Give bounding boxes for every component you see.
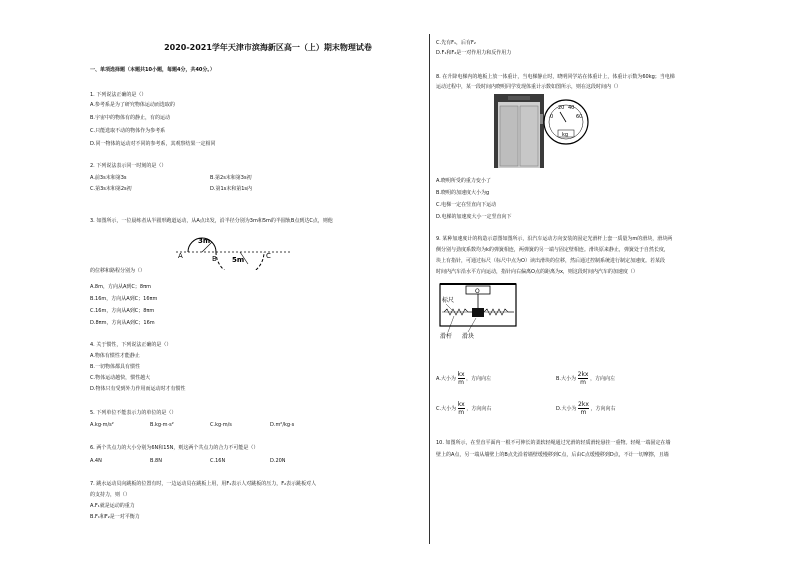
q9-stem-3: 块上有指针，可通过标尺（标尺中点为O）读出滑块的位移，然后通过控制系统进行制定加速度。若某段 — [436, 258, 665, 264]
slider-block-icon — [472, 308, 484, 317]
left-column — [88, 0, 428, 562]
q3-option-d: D.8πm，方向从A到C；16m — [90, 320, 155, 326]
svg-text:0: 0 — [550, 114, 554, 120]
q3-option-a: A.8m，方向从A到C；8πm — [90, 284, 151, 290]
q9-option-a: A.大小为 $\frac{kx}{m}$ ，方向向左 — [436, 371, 492, 386]
q4-option-c: C.物体运动越快，惯性越大 — [90, 375, 151, 381]
q4-option-a: A.物体有惯性才能静止 — [90, 353, 140, 359]
q2-option-d: D.第1s末和第1s内 — [210, 186, 253, 192]
q4-stem: 4. 关于惯性，下列说法正确的是（） — [90, 342, 172, 348]
q4-option-b: B.一切物体都具有惯性 — [90, 364, 141, 370]
svg-text:20: 20 — [558, 105, 565, 111]
q3-stem: 3. 如图所示，一位晨练者从半圆形跑道运动，从A点出发，沿半径分别为3m和5m的半圆轨B点到达C点，则他 — [90, 218, 333, 224]
radius-3m-label: 3m — [198, 237, 211, 245]
q8-option-d: D.电梯的加速度大小一定竖直向下 — [436, 214, 512, 220]
q5-option-a: A.kg·m/s² — [90, 422, 114, 428]
q9-stem-2: 侧分别与劲度系数均为k的弹簧相连，两弹簧的另一端与固定壁相连。滑块原来静止，弹簧处于自然长度， — [436, 247, 669, 253]
point-a-label: A — [178, 252, 183, 260]
q9-accelerometer-figure — [436, 280, 520, 348]
q1-option-b: B.宇宙中的物体有的静止，有的运动 — [90, 115, 171, 121]
q6-stem: 6. 两个共点力的大小分别为6N和15N，则这两个共点力的合力不可能是（） — [90, 445, 259, 451]
q9-stem: 9. 某种加速度计的构造示意图如图所示，沿汽车运动方向安装的固定光滑杆上套一质量为m的滑块，滑块两 — [436, 236, 673, 242]
q9-stem-4: 时间内汽车沿水平方向运动，指针向右偏离O点的距离为x，则这段时间内汽车的加速度（） — [436, 269, 638, 275]
q6-option-c: C.16N — [210, 458, 226, 464]
q6-option-a: A.4N — [90, 458, 102, 464]
q7-option-a: A.F₁就是运动的重力 — [90, 503, 135, 509]
q2-option-b: B.第2s末和第3s初 — [210, 175, 252, 181]
q5-option-d: D.m²/kg·s — [270, 422, 295, 428]
q3-track-figure — [168, 228, 298, 270]
q8-option-c: C.电梯一定在竖直向下运动 — [436, 202, 497, 208]
q9-option-d: D.大小为 $\frac{2kx}{m}$ ，方向向右 — [556, 401, 616, 416]
q7-option-d: D.F₁和F₂是一对作用力和反作用力 — [436, 50, 512, 56]
q6-option-d: D.20N — [270, 458, 286, 464]
right-column — [436, 0, 766, 562]
q5-stem: 5. 下列单位不能表示力的单位的是（） — [90, 410, 177, 416]
section-heading: 一、单项选择题（本题共10小题，每题4分，共40分。） — [90, 67, 215, 73]
q9-option-b: B.大小为 $\frac{2kx}{m}$ ，方向向左 — [556, 371, 616, 386]
q2-option-c: C.第3s末和第2s初 — [90, 186, 132, 192]
q2-option-a: A.前3s末和第3s — [90, 175, 127, 181]
point-b-label: B — [212, 255, 217, 263]
q3-stem-cont: 的位移和路程分别为（） — [90, 268, 146, 274]
q4-option-d: D.物体只有受到外力作用而运动时才有惯性 — [90, 386, 186, 392]
svg-text:40: 40 — [568, 105, 575, 111]
q2-stem: 2. 下列说法表示同一时刻的是（） — [90, 163, 167, 169]
q1-option-d: D.同一物体的运动对不同的参考系，其观察结果一定相同 — [90, 141, 216, 147]
block-label: 滑块 — [462, 333, 475, 340]
q6-option-b: B.8N — [150, 458, 162, 464]
radius-5m-label: 5m — [232, 256, 245, 264]
q3-option-b: B.16m，方向从A到C；16πm — [90, 296, 158, 302]
q7-stem: 7. 跳水运动员向跳板的位置有时，一边运动员在跳板上用，用F₁表示人对跳板的压力，F₂表示跳板对人 — [90, 481, 317, 487]
q7-option-b: B.F₁和F₂是一对平衡力 — [90, 514, 140, 520]
ruler-origin-label: O — [475, 288, 480, 295]
svg-text:60: 60 — [576, 114, 583, 120]
q1-option-a: A.参考系是为了研究物体运动而选取的 — [90, 102, 175, 108]
q7-option-c: C.先有F₁，后有F₂ — [436, 40, 476, 46]
scale-unit-label: kg — [562, 132, 569, 138]
q5-option-c: C.kg·m/s — [210, 422, 232, 428]
q8-option-b: B.晓明的加速度大小为g — [436, 190, 490, 196]
ruler-label: 标尺 — [442, 297, 455, 304]
q1-stem: 1. 下列说法正确的是（） — [90, 92, 147, 98]
point-c-label: C — [266, 252, 271, 260]
column-divider — [429, 34, 430, 544]
q3-option-c: C.16m，方向从A到C；8πm — [90, 308, 155, 314]
rod-label: 滑杆 — [440, 333, 453, 340]
q8-stem: 8. 在升降电梯内的地板上放一体重计，当电梯静止时，晓明同学站在体重计上，体重计示数为60kg；当电梯 — [436, 74, 675, 80]
q8-option-a: A.晓明所受的重力变小了 — [436, 178, 491, 184]
page-title: 2020-2021学年天津市滨海新区高一（上）期末物理试卷 — [164, 43, 372, 52]
q9-option-c: C.大小为 $\frac{kx}{m}$ ，方向向右 — [436, 401, 492, 416]
q7-stem-cont: 的支持力，则（） — [90, 492, 131, 498]
q10-stem-cont: 壁上的A点，另一端从墙壁上的B点先沿着墙壁缓慢移到C点，后由C点缓慢移到D点，不计一切摩擦，且墙 — [436, 452, 669, 458]
q10-stem: 10. 如图所示，在竖直平面内一根不可伸长的柔软轻绳通过光滑的轻质滑轮悬挂一重物。轻绳一端固定在墙 — [436, 440, 671, 446]
q8-stem-cont: 运动过程中，某一段时间内晓明同学发现体重计示数如图所示，则在这段时间内（） — [436, 84, 622, 90]
q5-option-b: B.kg·m·s² — [150, 422, 174, 428]
q1-option-c: C.只能选取不动的物体作为参考系 — [90, 128, 166, 134]
q8-elevator-figure — [494, 94, 590, 168]
